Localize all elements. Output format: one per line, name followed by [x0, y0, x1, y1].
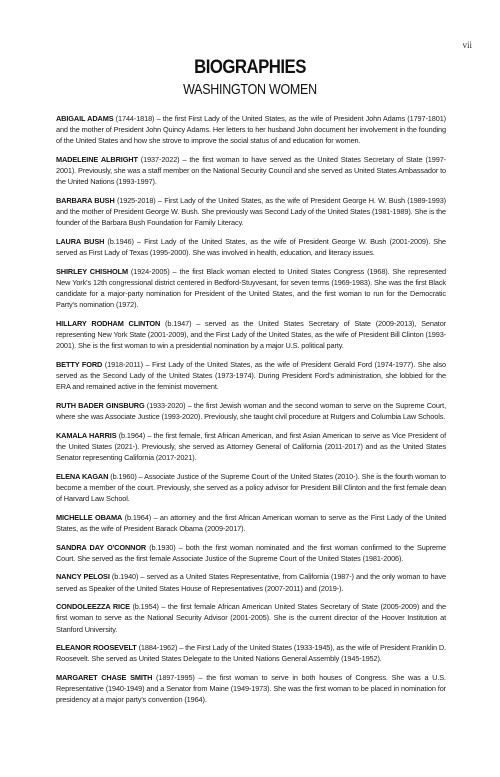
biography-name: CONDOLEEZZA RICE	[56, 602, 130, 612]
biography-name: BARBARA BUSH	[56, 196, 115, 205]
biography-text: (1924-2005) – the first Black woman elected to United States Congress (1968). She represented New York's 12th congressional district centered in Bedford-Stuyvesant, for seven terms (1969-1983). She was the first Black candidate for a major-party nomination for President of the United States, and the first woman to run for the Democratic Party's nomination (1972).	[56, 266, 446, 310]
biography-text: (b.1964) – the first female, first African American, and first Asian American to serve as Vice President of the United States (2021-). Previously, she served as Attorney General of California (2011-2017) and as the United States Senator representing California (2017-2021).	[56, 430, 446, 463]
biography-name: ABIGAIL ADAMS	[56, 114, 114, 123]
page-subtitle: WASHINGTON WOMEN	[183, 82, 317, 98]
biography-entry	[56, 113, 446, 147]
biography-entry	[56, 236, 446, 258]
biography-entry	[56, 542, 446, 564]
biography-name: MARGARET CHASE SMITH	[56, 672, 153, 682]
biography-name: NANCY PELOSI	[56, 572, 110, 582]
biography-entry	[56, 400, 446, 422]
biography-text: (b.1960) – Associate Justice of the Supreme Court of the United States (2010-). She is the fourth woman to become a member of the court. Previously, she served as a policy advisor for President Bill Clinton and the first female dean of Harvard Law School.	[56, 471, 447, 504]
biography-entry	[56, 642, 446, 664]
biography-text: (1744-1818) – the first First Lady of the United States, as the wife of President John Adams (1797-1801) and the mother of President John Quincy Adams. Her letters to her husband John document her involvement in the founding of the United States and how she strove to improve the social status of and education for women.	[56, 114, 446, 146]
page-title: BIOGRAPHIES	[194, 56, 306, 78]
biography-entry	[56, 601, 446, 635]
biography-text: (1918-2011) – First Lady of the United States, as the wife of President Gerald Ford (1974-1977). She also served as the Second Lady of the United States (1973-1974). During President Ford's administration, she lobbied for the ERA and remained active in the feminist movement.	[56, 360, 446, 392]
biography-entry	[56, 430, 446, 464]
biography-text: (1897-1995) – the first woman to serve in both houses of Congress. She was a U.S. Representative (1940-1949) and a Senator from Maine (1949-1973). She was the first woman to be placed in nomination for presidency at a major party's convention (1964).	[56, 672, 446, 705]
biography-name: HILLARY RODHAM CLINTON	[56, 319, 161, 328]
page-number: vii	[462, 40, 472, 50]
biography-entry	[56, 571, 446, 593]
biography-name: BETTY FORD	[56, 360, 103, 369]
biography-text: (1884-1962) – the First Lady of the United States (1933-1945), as the wife of President Franklin D. Roosevelt. She served as United States Delegate to the United Nations General Assembly (1945-1952).	[56, 643, 447, 664]
biography-name: RUTH BADER GINSBURG	[56, 401, 145, 410]
biography-name: MADELEINE ALBRIGHT	[56, 155, 138, 164]
biography-list	[56, 113, 446, 713]
biography-text: (1925-2018) – First Lady of the United States, as the wife of President George H. W. Bush (1989-1993) and the mother of President George W. Bush. She previously was Second Lady of the United States (1981-1989). She is the founder of the Barbara Bush Foundation for Family Literacy.	[56, 196, 446, 228]
biography-name: SANDRA DAY O'CONNOR	[56, 542, 147, 552]
biography-text: (1933-2020) – the first Jewish woman and the second woman to serve on the Supreme Court, where she was Associate Justice (1993-2020). Previously, she taught civil procedure at Rutgers and Columbia Law Schools.	[56, 401, 446, 422]
biography-entry	[56, 318, 446, 352]
biography-entry	[56, 266, 446, 311]
biography-name: SHIRLEY CHISHOLM	[56, 266, 128, 276]
biography-entry	[56, 154, 446, 188]
biography-entry	[56, 512, 446, 534]
biography-text: (b.1954) – the first female African American United States Secretary of State (2005-2009) and the first woman to serve as the National Security Advisor (2001-2005). She is the current director of the Hoover Institution at Stanford University.	[56, 602, 446, 634]
biography-text: (b.1947) – served as the United States Secretary of State (2009-2013), Senator representing New York State (2001-2009), and the First Lady of the United States, as the wife of President Bill Clinton (1993-2001). She is the first woman to win a presidential nomination by a major U.S. political party.	[56, 319, 447, 351]
biography-text: (b.1940) – served as a United States Representative, from California (1987-) and the only woman to have served as Speaker of the United States House of Representatives (2007-2011) and (2019-).	[56, 572, 447, 593]
biography-name: MICHELLE OBAMA	[56, 512, 123, 522]
biography-name: ELENA KAGAN	[56, 471, 109, 481]
biography-text: (b.1946) – First Lady of the United States, as the wife of President George W. Bush (2001-2009). She served as First Lady of Texas (1995-2000). She was involved in health, education, and literacy issues.	[56, 237, 446, 258]
biography-text: (b.1964) – an attorney and the first African American woman to serve as the First Lady of the United States, as the wife of President Barack Obama (2009-2017).	[56, 512, 446, 533]
biography-name: LAURA BUSH	[56, 237, 105, 246]
biography-entry	[56, 471, 446, 505]
biography-text: (1937-2022) – the first woman to have served as the United States Secretary of State (1997-2001). Previously, she was a staff member on the National Security Council and she served as United States Ambassador to the United Nations (1993-1997).	[56, 155, 446, 187]
biography-name: KAMALA HARRIS	[56, 430, 117, 440]
biography-entry	[56, 672, 446, 706]
biography-entry	[56, 359, 446, 393]
biography-name: ELEANOR ROOSEVELT	[56, 643, 137, 653]
biography-text: (b.1930) – both the first woman nominated and the first woman confirmed to the Supreme Court. She served as the first female Associate Justice of the Supreme Court of the United States (1981-2006).	[56, 542, 446, 563]
biography-entry	[56, 195, 446, 229]
